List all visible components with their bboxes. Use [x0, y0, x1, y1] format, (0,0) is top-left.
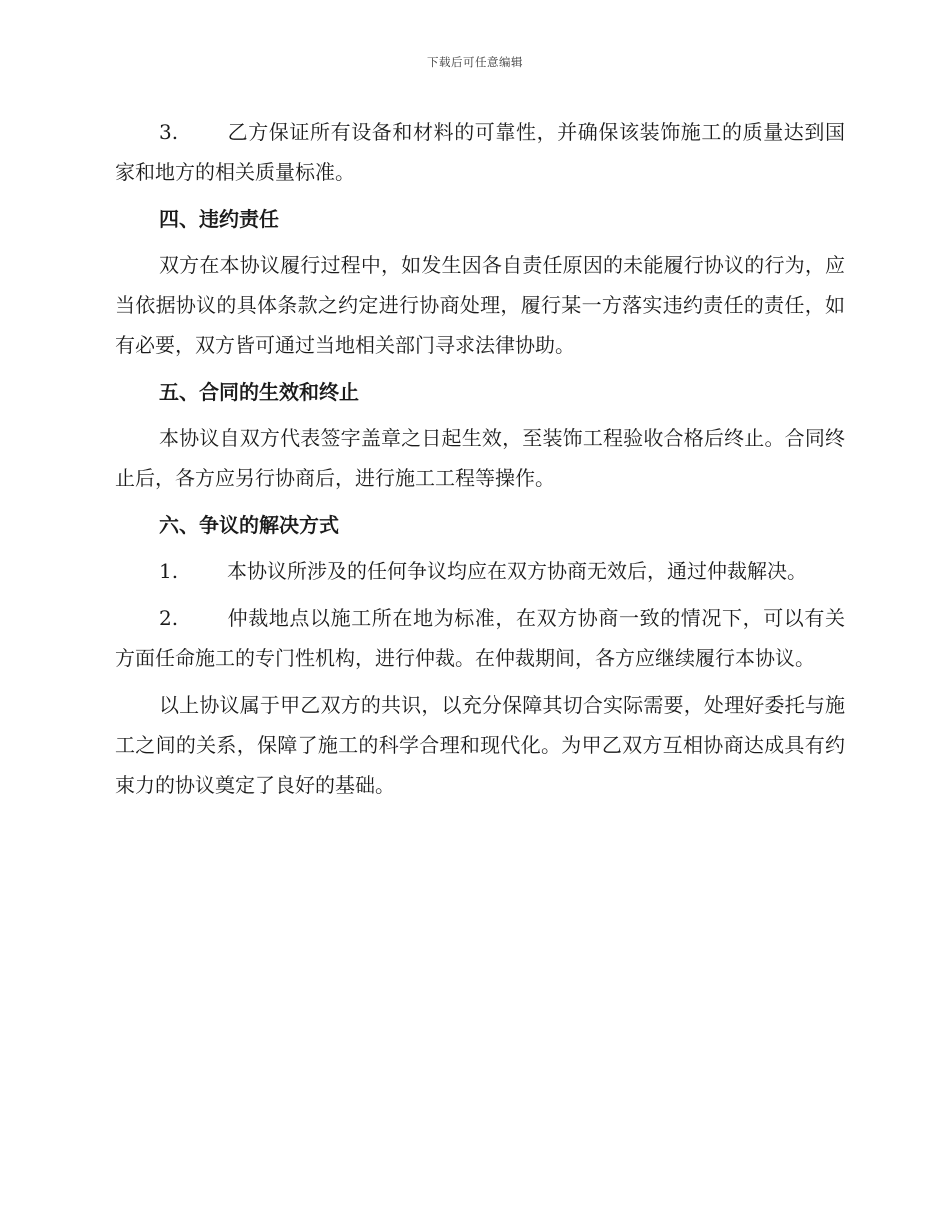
section-heading-effect: 五、合同的生效和终止: [159, 380, 359, 404]
section-heading-dispute: 六、争议的解决方式: [159, 513, 339, 537]
page-header: 下载后可任意编辑: [427, 55, 523, 69]
section-heading-breach: 四、违约责任: [159, 207, 279, 231]
clause-text: 仲裁地点以施工所在地为标准，在双方协商一致的情况下，可以有关方面任命施工的专门性机构，进行仲裁。在仲裁期间，各方应继续履行本协议。: [115, 606, 845, 670]
clause-number: 2.: [159, 606, 179, 630]
clause-item-3: [115, 112, 845, 192]
clause-text: 本协议所涉及的任何争议均应在双方协商无效后，通过仲裁解决。: [227, 559, 807, 583]
dispute-item-1: [115, 551, 845, 591]
dispute-item-2: [115, 598, 845, 678]
closing-paragraph: 以上协议属于甲乙双方的共识，以充分保障其切合实际需要，处理好委托与施工之间的关系，保障了施工的科学合理和现代化。为甲乙双方互相协商达成具有约束力的协议奠定了良好的基础。: [115, 693, 845, 797]
section-body-effect: 本协议自双方代表签字盖章之日起生效，至装饰工程验收合格后终止。合同终止后，各方应另行协商后，进行施工工程等操作。: [115, 426, 845, 490]
clause-number: 3.: [159, 120, 179, 144]
clause-text: 乙方保证所有设备和材料的可靠性，并确保该装饰施工的质量达到国家和地方的相关质量标准。: [115, 120, 845, 184]
section-body-breach: 双方在本协议履行过程中，如发生因各自责任原因的未能履行协议的行为，应当依据协议的具体条款之约定进行协商处理，履行某一方落实违约责任的责任，如有必要，双方皆可通过当地相关部门寻求法律协助。: [115, 253, 845, 357]
clause-number: 1.: [159, 559, 179, 583]
document-body: [115, 112, 845, 805]
